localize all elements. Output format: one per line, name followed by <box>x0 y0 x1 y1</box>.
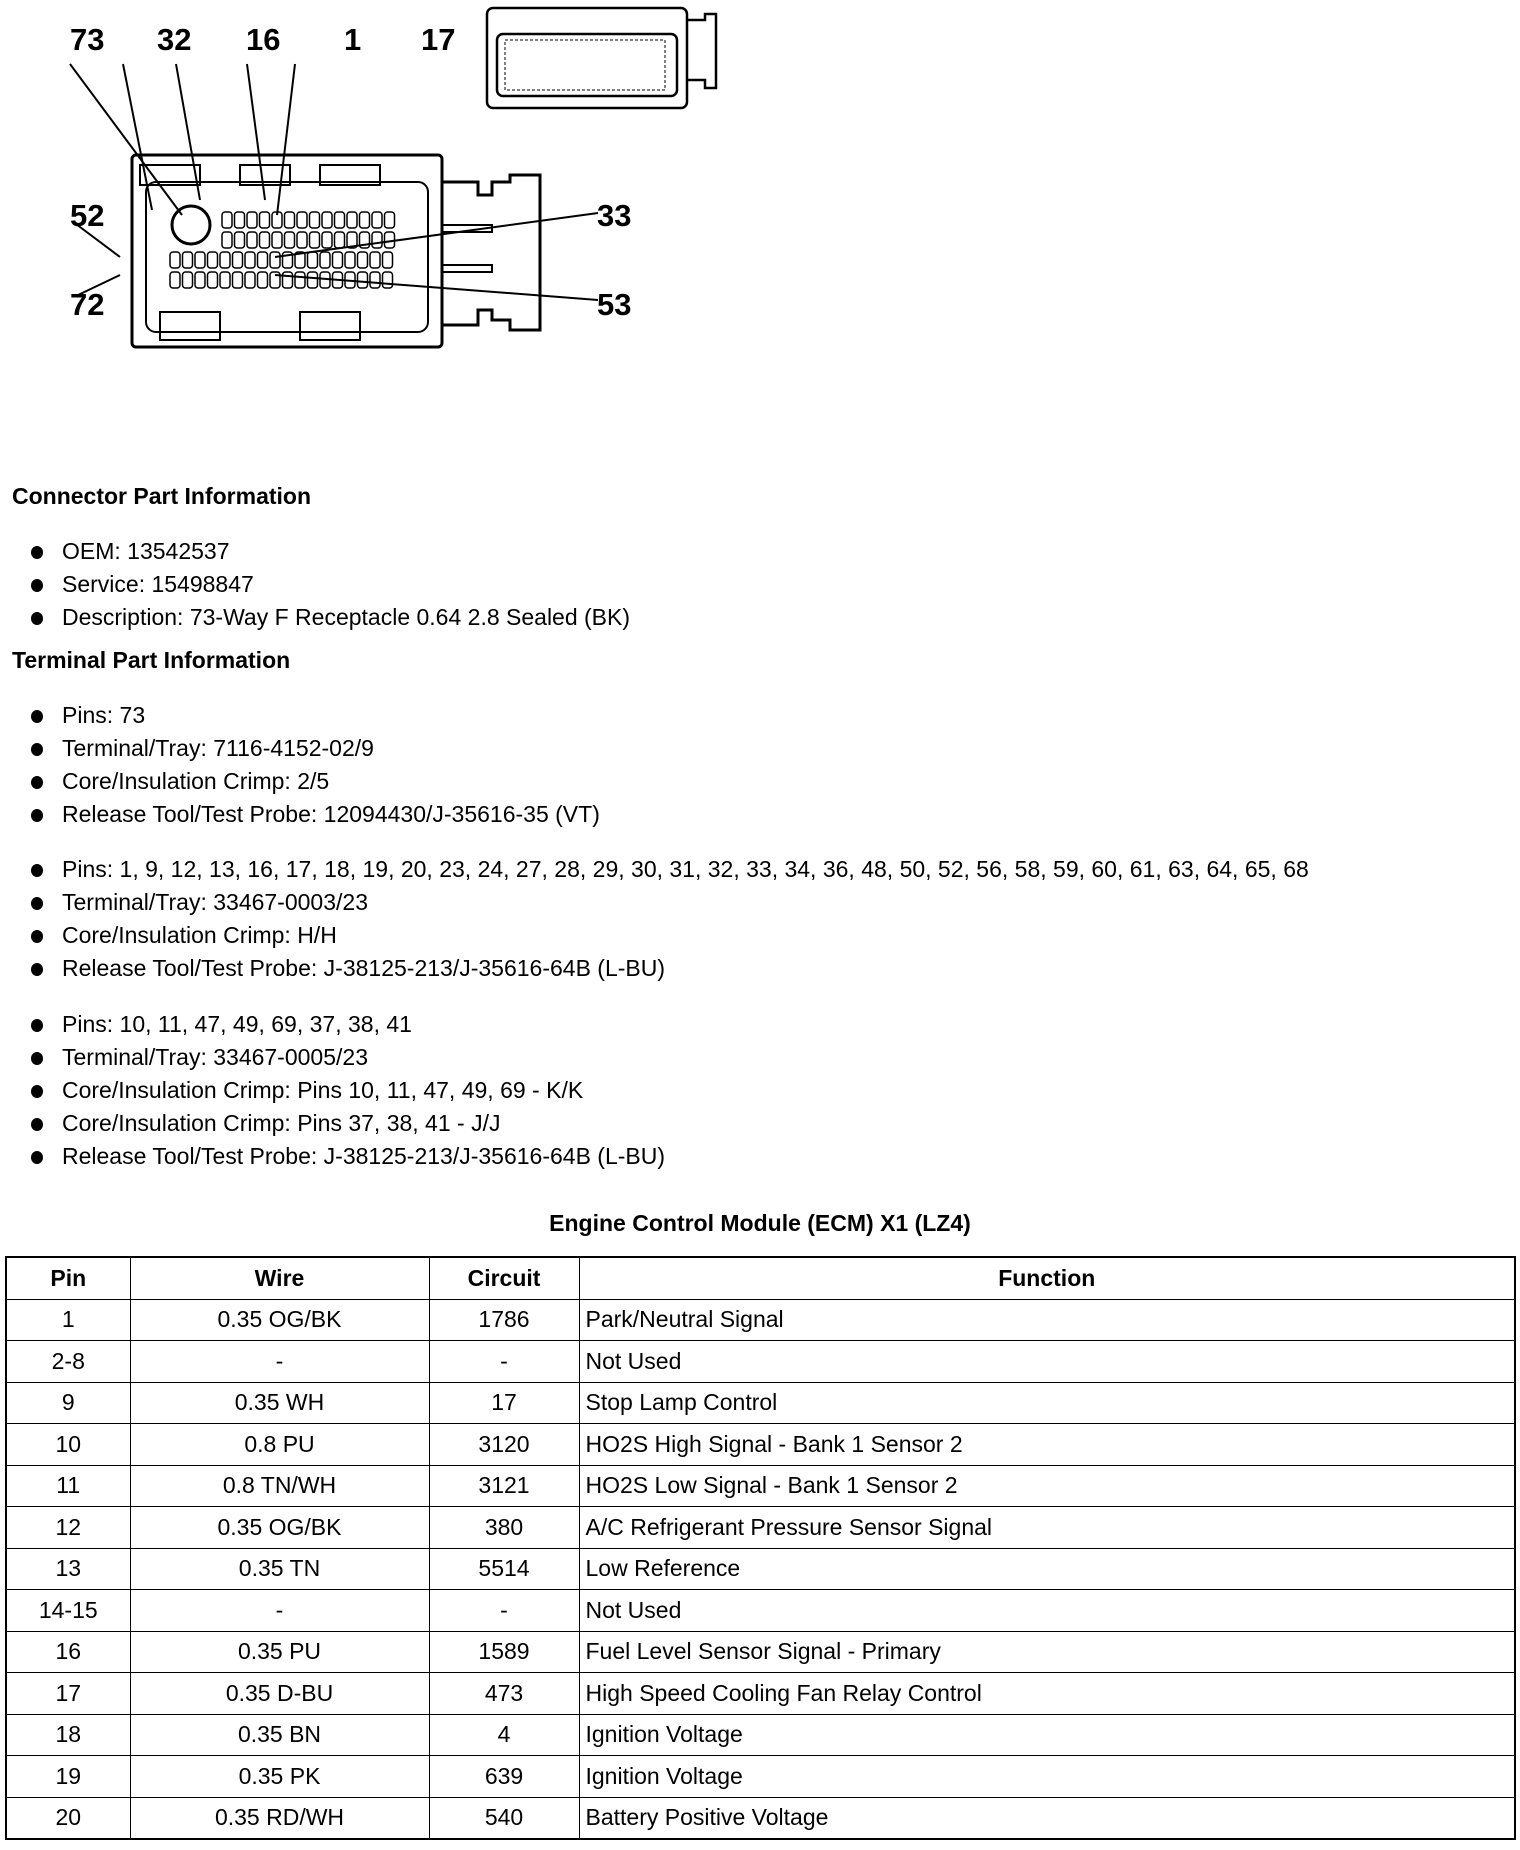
pin-cavity <box>310 212 320 228</box>
cell-wire: - <box>130 1590 429 1632</box>
pin-cavity <box>222 212 232 228</box>
cell-circuit: 3120 <box>429 1424 579 1466</box>
pin-cavity <box>208 272 218 288</box>
table-header-row <box>6 1257 1515 1299</box>
list-item: Release Tool/Test Probe: 12094430/J-35616-35 (VT) <box>0 798 600 831</box>
list-item: Release Tool/Test Probe: J-38125-213/J-35616-64B (L-BU) <box>0 952 1309 985</box>
pin-cavity <box>322 212 332 228</box>
cell-pin: 19 <box>6 1756 130 1798</box>
cell-function: Not Used <box>579 1341 1515 1383</box>
table-row <box>6 1756 1515 1798</box>
cell-circuit: 4 <box>429 1714 579 1756</box>
pin-cavity <box>183 252 193 268</box>
list-item: Terminal/Tray: 33467-0003/23 <box>0 886 1309 919</box>
pin-cavity <box>310 232 320 248</box>
pin-cavity <box>220 252 230 268</box>
cell-wire: - <box>130 1341 429 1383</box>
pin-cavity <box>245 252 255 268</box>
cell-pin: 20 <box>6 1797 130 1839</box>
cell-circuit: 380 <box>429 1507 579 1549</box>
cell-function: Ignition Voltage <box>579 1714 1515 1756</box>
pin-cavity <box>170 252 180 268</box>
cell-wire: 0.35 PK <box>130 1756 429 1798</box>
cell-function: Not Used <box>579 1590 1515 1632</box>
cell-function: Fuel Level Sensor Signal - Primary <box>579 1631 1515 1673</box>
cell-pin: 2-8 <box>6 1341 130 1383</box>
header-pin: Pin <box>6 1257 130 1299</box>
pin-cavity <box>347 212 357 228</box>
header-wire: Wire <box>130 1257 429 1299</box>
cell-circuit: 1589 <box>429 1631 579 1673</box>
list-item: Service: 15498847 <box>0 568 630 601</box>
cell-pin: 11 <box>6 1465 130 1507</box>
list-item: Core/Insulation Crimp: Pins 10, 11, 47, 49, 69 - K/K <box>0 1074 665 1107</box>
table-row <box>6 1341 1515 1383</box>
pin-cavity <box>383 252 393 268</box>
pin-cavity <box>195 272 205 288</box>
pin-cavity <box>245 272 255 288</box>
pin-cavity <box>320 252 330 268</box>
list-item: Terminal/Tray: 7116-4152-02/9 <box>0 732 600 765</box>
cell-wire: 0.35 BN <box>130 1714 429 1756</box>
list-item: Core/Insulation Crimp: Pins 37, 38, 41 - J/J <box>0 1107 665 1140</box>
cell-circuit: 639 <box>429 1756 579 1798</box>
pin-cavity <box>235 212 245 228</box>
pin-cavity <box>260 212 270 228</box>
cell-pin: 13 <box>6 1548 130 1590</box>
cell-pin: 18 <box>6 1714 130 1756</box>
cell-function: Ignition Voltage <box>579 1756 1515 1798</box>
pin-label-16: 16 <box>246 22 281 57</box>
table-row <box>6 1714 1515 1756</box>
pin-cavity <box>258 252 268 268</box>
cell-function: HO2S High Signal - Bank 1 Sensor 2 <box>579 1424 1515 1466</box>
cell-wire: 0.35 RD/WH <box>130 1797 429 1839</box>
cell-circuit: 540 <box>429 1797 579 1839</box>
header-circuit: Circuit <box>429 1257 579 1299</box>
table-row <box>6 1382 1515 1424</box>
table-row <box>6 1299 1515 1341</box>
cell-wire: 0.8 PU <box>130 1424 429 1466</box>
cell-circuit: 473 <box>429 1673 579 1715</box>
cell-pin: 17 <box>6 1673 130 1715</box>
cell-function: Park/Neutral Signal <box>579 1299 1515 1341</box>
cell-pin: 1 <box>6 1299 130 1341</box>
connector-diagram <box>0 0 760 420</box>
pin-cavity <box>235 232 245 248</box>
cell-function: Low Reference <box>579 1548 1515 1590</box>
table-row <box>6 1507 1515 1549</box>
cell-circuit: 5514 <box>429 1548 579 1590</box>
cell-circuit: - <box>429 1341 579 1383</box>
cell-function: High Speed Cooling Fan Relay Control <box>579 1673 1515 1715</box>
pin-cavity <box>170 272 180 288</box>
pin-cavity <box>285 232 295 248</box>
pinout-table <box>5 1256 1516 1840</box>
header-function: Function <box>579 1257 1515 1299</box>
table-row <box>6 1797 1515 1839</box>
table-row <box>6 1673 1515 1715</box>
cell-wire: 0.35 D-BU <box>130 1673 429 1715</box>
pin-label-32: 32 <box>157 22 192 57</box>
cell-function: Battery Positive Voltage <box>579 1797 1515 1839</box>
pin-cavity <box>370 272 380 288</box>
cell-wire: 0.35 WH <box>130 1382 429 1424</box>
pin-cavity <box>260 232 270 248</box>
pin-cavity <box>247 212 257 228</box>
list-item: Pins: 10, 11, 47, 49, 69, 37, 38, 41 <box>0 1008 665 1041</box>
pin-cavity <box>247 232 257 248</box>
list-item: Core/Insulation Crimp: H/H <box>0 919 1309 952</box>
pin-cavity <box>233 252 243 268</box>
connector-part-heading: Connector Part Information <box>12 483 312 509</box>
list-item: Description: 73-Way F Receptacle 0.64 2.8 Sealed (BK) <box>0 601 630 634</box>
pin-cavity <box>297 212 307 228</box>
pin-label-33: 33 <box>597 198 632 233</box>
pin-cavity <box>183 272 193 288</box>
pin-cavity <box>335 212 345 228</box>
cell-pin: 16 <box>6 1631 130 1673</box>
list-item: Core/Insulation Crimp: 2/5 <box>0 765 600 798</box>
list-item: Pins: 1, 9, 12, 13, 16, 17, 18, 19, 20, 23, 24, 27, 28, 29, 30, 31, 32, 33, 34, 36, 48, 50, 52, 56, 58, 59, 60, 61, 63, 64, 65, 68 <box>0 853 1309 886</box>
connector-iso-view <box>487 8 716 108</box>
pin-label-17: 17 <box>421 22 456 57</box>
pin-cavity <box>372 232 382 248</box>
table-row <box>6 1590 1515 1632</box>
pin-cavity <box>308 272 318 288</box>
terminal-group-1 <box>0 699 600 831</box>
cell-circuit: 3121 <box>429 1465 579 1507</box>
list-item: Pins: 73 <box>0 699 600 732</box>
table-row <box>6 1548 1515 1590</box>
cell-circuit: 17 <box>429 1382 579 1424</box>
pin-cavity <box>322 232 332 248</box>
pin-cavity <box>372 212 382 228</box>
cell-circuit: 1786 <box>429 1299 579 1341</box>
cell-pin: 12 <box>6 1507 130 1549</box>
pin-number-labels <box>70 22 631 322</box>
pin-label-53: 53 <box>597 287 632 322</box>
pin-label-1: 1 <box>344 22 362 57</box>
cell-function: A/C Refrigerant Pressure Sensor Signal <box>579 1507 1515 1549</box>
cell-wire: 0.35 OG/BK <box>130 1507 429 1549</box>
cell-circuit: - <box>429 1590 579 1632</box>
pin-cavity <box>345 252 355 268</box>
pin-cavity <box>385 212 395 228</box>
pin-cavity <box>270 252 280 268</box>
pin-cavity <box>258 272 268 288</box>
cell-pin: 14-15 <box>6 1590 130 1632</box>
table-row <box>6 1631 1515 1673</box>
pin-cavity <box>283 272 293 288</box>
terminal-group-2 <box>0 853 1309 985</box>
pin-cavity <box>295 272 305 288</box>
cell-wire: 0.8 TN/WH <box>130 1465 429 1507</box>
pin-cavity <box>335 232 345 248</box>
pin-label-52: 52 <box>70 198 105 233</box>
table-row <box>6 1465 1515 1507</box>
list-item: OEM: 13542537 <box>0 535 630 568</box>
pin-label-72: 72 <box>70 287 105 322</box>
pin-cavity <box>272 232 282 248</box>
pin-cavity <box>358 272 368 288</box>
list-item: Terminal/Tray: 33467-0005/23 <box>0 1041 665 1074</box>
pin-cavity <box>370 252 380 268</box>
pin-cavity <box>358 252 368 268</box>
pin-cavity <box>297 232 307 248</box>
list-item: Release Tool/Test Probe: J-38125-213/J-35616-64B (L-BU) <box>0 1140 665 1173</box>
pin-label-73: 73 <box>70 22 105 57</box>
pin-cavity <box>222 232 232 248</box>
table-title: Engine Control Module (ECM) X1 (LZ4) <box>549 1210 971 1236</box>
cell-wire: 0.35 PU <box>130 1631 429 1673</box>
cell-wire: 0.35 OG/BK <box>130 1299 429 1341</box>
connector-face-view <box>132 155 540 347</box>
pin-cavity <box>233 272 243 288</box>
pin-cavity <box>383 272 393 288</box>
cell-pin: 9 <box>6 1382 130 1424</box>
pin-cavity <box>285 212 295 228</box>
table-row <box>6 1424 1515 1466</box>
pin-cavity <box>360 212 370 228</box>
pin-cavity <box>308 252 318 268</box>
terminal-part-heading: Terminal Part Information <box>12 647 291 673</box>
cell-function: HO2S Low Signal - Bank 1 Sensor 2 <box>579 1465 1515 1507</box>
pin-cavity <box>333 252 343 268</box>
cell-function: Stop Lamp Control <box>579 1382 1515 1424</box>
pin-cavity <box>220 272 230 288</box>
pin-cavity <box>208 252 218 268</box>
cell-wire: 0.35 TN <box>130 1548 429 1590</box>
terminal-group-3 <box>0 1008 665 1173</box>
cell-pin: 10 <box>6 1424 130 1466</box>
connector-part-list <box>0 535 630 634</box>
pin-cavity <box>195 252 205 268</box>
